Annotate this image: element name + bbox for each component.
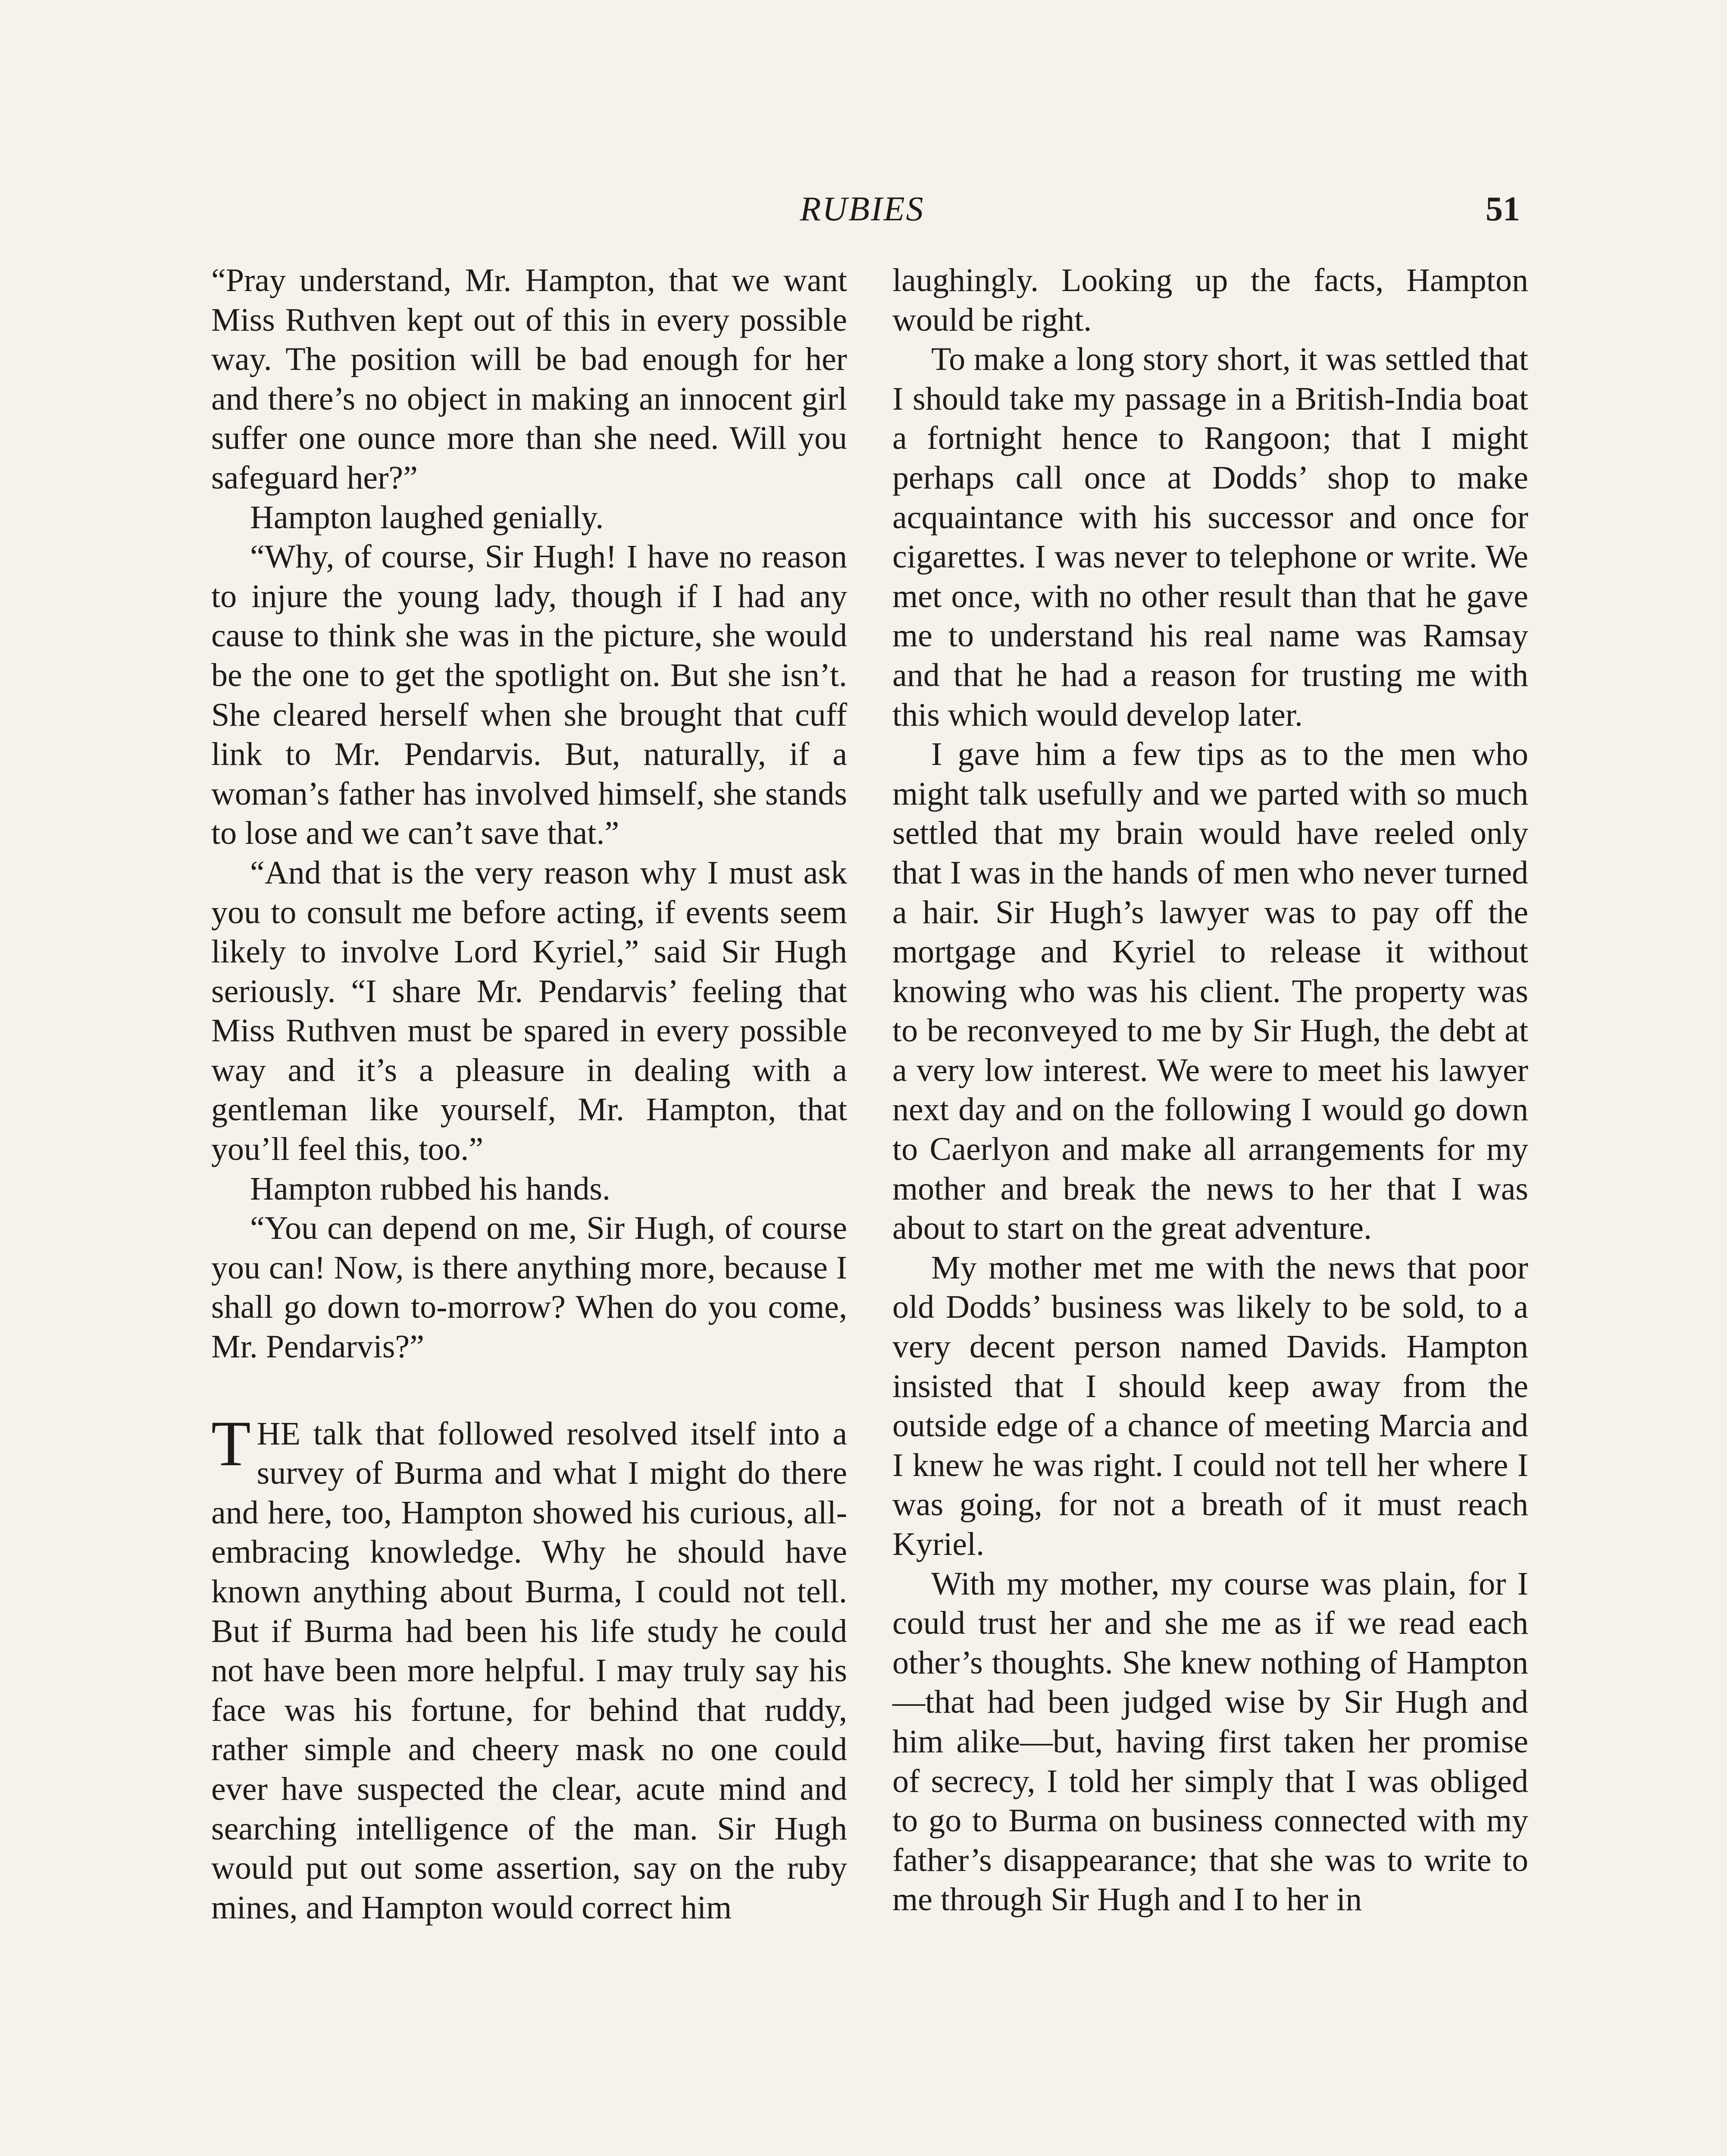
section-paragraph [211, 1407, 847, 1928]
running-head [0, 181, 1727, 233]
paragraph: Hampton rubbed his hands. [250, 1170, 610, 1207]
paragraph: My mother met me with the news that poor old Dodds’ business was likely to be sold, to a very decent person named Davids. Hampton insisted that I should keep away from the outside edge of a chance of meeting Marcia and I knew he was right. I could not tell her where I was going, for not a breath of it must reach Kyriel. [892, 1249, 1528, 1562]
section-text: HE talk that followed resolved itself into a survey of Burma and what I might do there and here, too, Hampton showed his curious, all-embracing knowledge. Why he should have known anything about Burma, I could not tell. But if Burma had been his life study he could not have been more helpful. I may truly say his face was his fortune, for behind that ruddy, rather simple and cheery mask no one could ever have suspected the clear, acute mind and searching intelligence of the man. Sir Hugh would put out some assertion, say on the ruby mines, and Hampton would correct him [211, 1415, 847, 1926]
right-column [892, 261, 1528, 1920]
drop-cap: T [211, 1407, 251, 1479]
running-title: RUBIES [800, 190, 925, 228]
paragraph: “And that is the very reason why I must ask you to consult me before acting, if events seem likely to involve Lord Kyriel,” said Sir Hugh seriously. “I share Mr. Pendarvis’ feeling that Miss Ruthven must be spared in every possible way and it’s a pleasure in dealing with a gentleman like yourself, Mr. Hampton, that you’ll feel this, too.” [211, 854, 847, 1168]
paragraph: “Pray understand, Mr. Hampton, that we want Miss Ruthven kept out of this in every possible way. The position will be bad enough for her and there’s no object in making an innocent girl suffer one ounce more than she need. Will you safeguard her?” [211, 262, 847, 496]
left-column [211, 261, 847, 1927]
paragraph: laughingly. Looking up the facts, Hampton would be right. [892, 262, 1528, 338]
paragraph: “Why, of course, Sir Hugh! I have no reason to injure the young lady, though if I had any cause to think she was in the picture, she would be the one to get the spotlight on. But she isn’t. She cleared herself when she brought that cuff link to Mr. Pendarvis. But, naturally, if a woman’s father has involved himself, she stands to lose and we can’t save that.” [211, 539, 847, 852]
paragraph: Hampton laughed genially. [250, 499, 604, 536]
paragraph: “You can depend on me, Sir Hugh, of course you can! Now, is there anything more, because I shall go down to-morrow? When do you come, Mr. Pendarvis?” [211, 1210, 847, 1365]
paragraph: With my mother, my course was plain, for I could trust her and she me as if we read each other’s thoughts. She knew nothing of Hampton—that had been judged wise by Sir Hugh and him alike—but, having first taken her promise of secrecy, I told her simply that I was obliged to go to Burma on business connected with my father’s disappearance; that she was to write to me through Sir Hugh and I to her in [892, 1565, 1528, 1918]
paragraph: I gave him a few tips as to the men who might talk usefully and we parted with so much settled that my brain would have reeled only that I was in the hands of men who never turned a hair. Sir Hugh’s lawyer was to pay off the mortgage and Kyriel to release it without knowing who was his client. The property was to be reconveyed to me by Sir Hugh, the debt at a very low interest. We were to meet his lawyer next day and on the following I would go down to Caerlyon and make all arrangements for my mother and break the news to her that I was about to start on the great adventure. [892, 736, 1528, 1247]
page-number: 51 [1486, 190, 1520, 228]
paragraph: To make a long story short, it was settled that I should take my passage in a British-India boat a fortnight hence to Rangoon; that I might perhaps call once at Dodds’ shop to make acquaintance with his successor and once for cigarettes. I was never to telephone or write. We met once, with no other result than that he gave me to understand his real name was Ramsay and that he had a reason for trusting me with this which would develop later. [892, 341, 1528, 733]
